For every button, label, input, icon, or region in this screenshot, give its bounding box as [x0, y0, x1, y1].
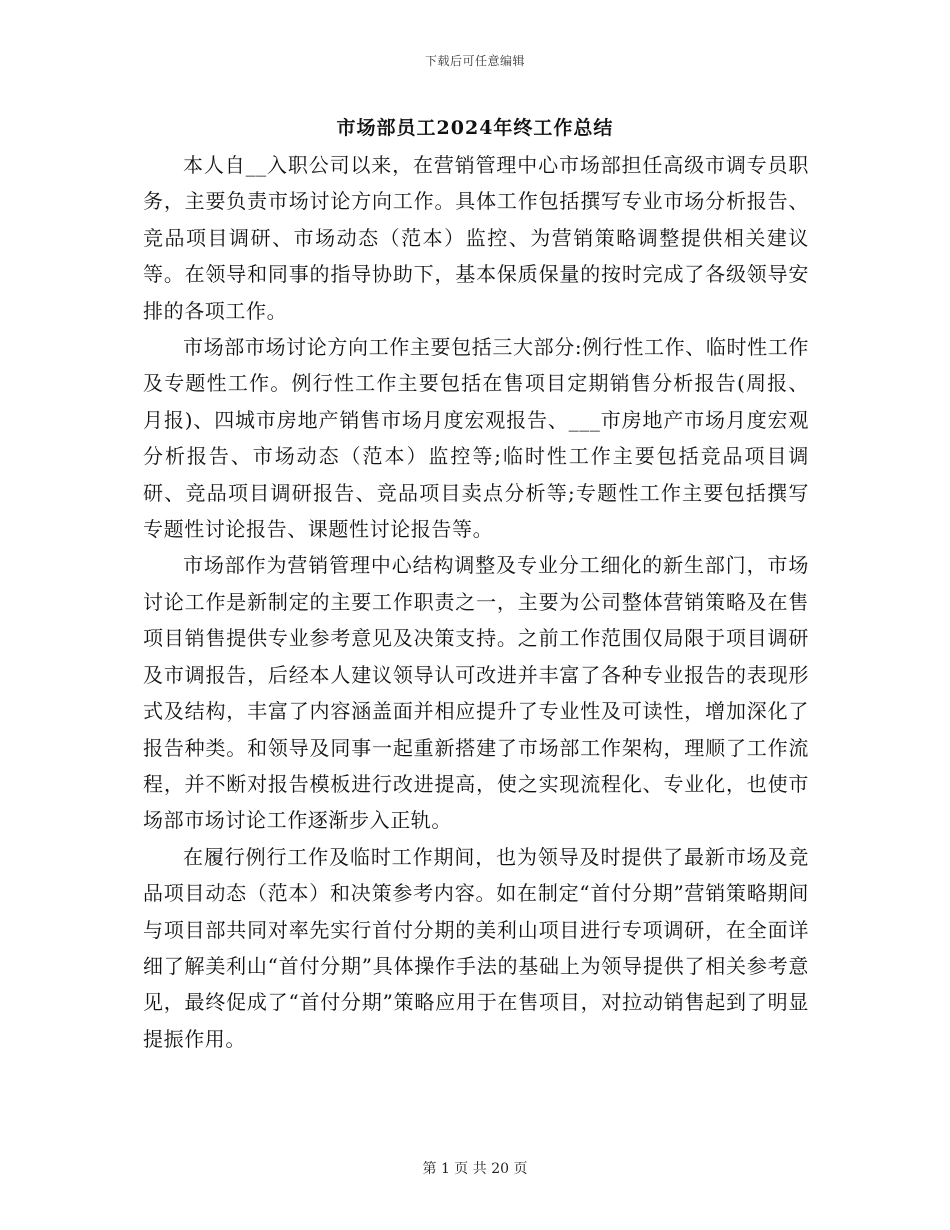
document-title: 市场部员工2024年终工作总结	[336, 117, 614, 139]
page-number: 第 1 页 共 20 页	[422, 1161, 528, 1177]
paragraph-3: 市场部作为营销管理中心结构调整及专业分工细化的新生部门，市场讨论工作是新制定的主要工作职责之一，主要为公司整体营销策略及在售项目销售提供专业参考意见及决策支持。之前工作范围仅局限于项目调研及市调报告，后经本人建议领导认可改进并丰富了各种专业报告的表现形式及结构，丰富了内容涵盖面并相应提升了专业性及可读性，增加深化了报告种类。和领导及同事一起重新搭建了市场部工作架构，理顺了工作流程，并不断对报告模板进行改进提高，使之实现流程化、专业化，也使市场部市场讨论工作逐渐步入正轨。	[143, 553, 809, 833]
paragraph-2: 市场部市场讨论方向工作主要包括三大部分:例行性工作、临时性工作及专题性工作。例行性工作主要包括在售项目定期销售分析报告(周报、月报)、四城市房地产销售市场月度宏观报告、___市房地产市场月度宏观分析报告、市场动态（范本）监控等;临时性工作主要包括竞品项目调研、竞品项目调研报告、竞品项目卖点分析等;专题性工作主要包括撰写专题性讨论报告、课题性讨论报告等。	[143, 335, 809, 542]
paragraph-4: 在履行例行工作及临时工作期间，也为领导及时提供了最新市场及竞品项目动态（范本）和决策参考内容。如在制定“首付分期”营销策略期间与项目部共同对率先实行首付分期的美利山项目进行专项调研，在全面详细了解美利山“首付分期”具体操作手法的基础上为领导提供了相关参考意见，最终促成了“首付分期”策略应用于在售项目，对拉动销售起到了明显提振作用。	[143, 844, 809, 1051]
paragraph-1: 本人自__入职公司以来，在营销管理中心市场部担任高级市调专员职务，主要负责市场讨论方向工作。具体工作包括撰写专业市场分析报告、竞品项目调研、市场动态（范本）监控、为营销策略调整提供相关建议等。在领导和同事的指导协助下，基本保质保量的按时完成了各级领导安排的各项工作。	[143, 153, 809, 323]
document-body	[143, 147, 809, 1057]
page-header-note: 下载后可任意编辑	[424, 54, 525, 68]
